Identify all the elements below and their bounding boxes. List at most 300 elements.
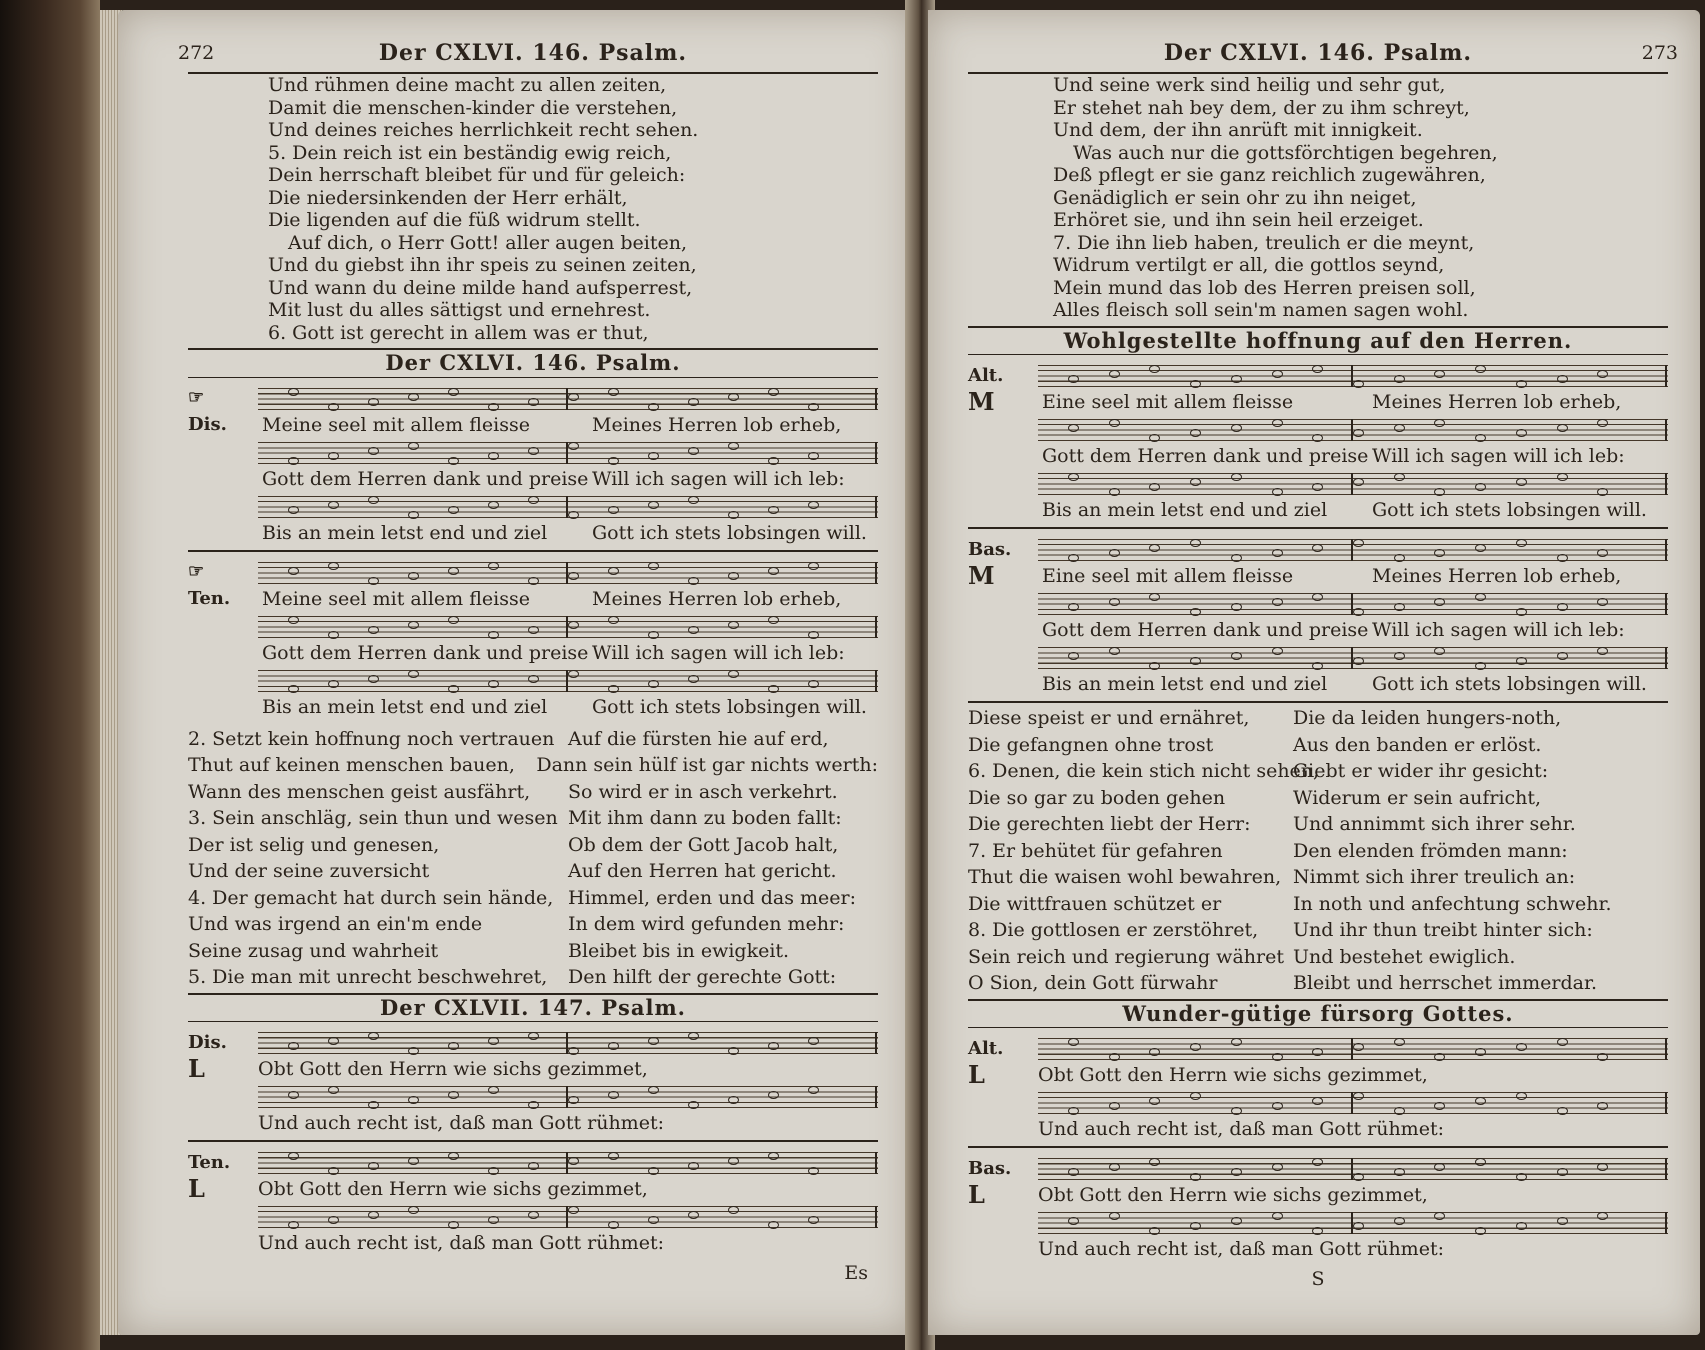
barline — [1351, 1212, 1353, 1234]
text-line: Und dem, der ihn anrüft mit innigkeit. — [1053, 119, 1423, 141]
note-head — [728, 442, 739, 450]
text-line: Mit lust du alles sättigst und ernehrest. — [268, 299, 651, 321]
verse-text: Die gerechten liebt der Herr: — [968, 813, 1251, 835]
text-line: Die ligenden auf die füß widrum stellt. — [268, 209, 641, 231]
note-head — [288, 388, 299, 396]
note-head — [688, 1032, 699, 1040]
barline — [1665, 1092, 1667, 1114]
note-head — [488, 452, 499, 460]
note-head — [1353, 539, 1364, 547]
verse-text: Den hilft der gerechte Gott: — [568, 966, 837, 988]
note-head — [1597, 1053, 1608, 1061]
lyric-text: Gott ich stets lobsingen will. — [592, 695, 867, 718]
note-head — [528, 626, 539, 634]
note-head — [408, 511, 419, 519]
note-head — [1516, 1092, 1527, 1100]
verse-text: Sein reich und regierung währet — [968, 945, 1284, 968]
lyric-text: Bis an mein letst end und ziel — [1042, 673, 1328, 695]
voice-label: Dis. — [188, 413, 227, 435]
note-head — [488, 1167, 499, 1175]
music-staff — [1038, 1212, 1668, 1234]
note-head — [568, 1096, 579, 1104]
note-head — [1312, 365, 1323, 373]
verse-text: Wann des menschen geist ausfährt, — [188, 780, 531, 803]
note-head — [808, 403, 819, 411]
verse-text: In noth und anfechtung schwehr. — [1293, 892, 1612, 915]
staff-row — [968, 643, 1668, 673]
voice-part-bas — [968, 535, 1668, 697]
note-head — [1434, 1053, 1445, 1061]
barline — [1665, 1212, 1667, 1234]
note-head — [808, 631, 819, 639]
staff-row — [188, 492, 878, 522]
note-head — [1231, 424, 1242, 432]
note-head — [688, 577, 699, 585]
note-head — [1597, 1102, 1608, 1110]
note-head — [288, 1221, 299, 1229]
note-head — [448, 388, 459, 396]
note-head — [1516, 608, 1527, 616]
note-head — [408, 1096, 419, 1104]
lyric-text: Meines Herren lob erheb, — [592, 587, 842, 610]
lyric-row — [968, 1118, 1668, 1142]
note-head — [1149, 434, 1160, 442]
note-head — [448, 1221, 459, 1229]
barline — [1351, 1038, 1353, 1060]
note-head — [568, 670, 579, 678]
note-head — [528, 1211, 539, 1219]
initial-letter: L — [968, 1180, 985, 1209]
running-head — [968, 40, 1678, 74]
lyric-text: Will ich sagen will ich leb: — [1372, 445, 1625, 467]
note-head — [1149, 1227, 1160, 1235]
barline — [566, 616, 568, 638]
barline — [1665, 419, 1667, 441]
verse-text: Auf die fürsten hie auf erd, — [568, 727, 829, 750]
note-head — [1272, 1163, 1283, 1171]
lyric-row — [968, 387, 1668, 416]
lyric-row — [188, 696, 878, 720]
note-head — [688, 1162, 699, 1170]
note-head — [528, 577, 539, 585]
music-staff — [1038, 647, 1668, 669]
note-head — [448, 616, 459, 624]
note-head — [728, 511, 739, 519]
note-head — [1353, 657, 1364, 665]
note-head — [728, 572, 739, 580]
note-head — [528, 398, 539, 406]
note-head — [1109, 549, 1120, 557]
verse-text: 4. Der gemacht hat durch sein hände, — [188, 886, 554, 909]
text-line: Widrum vertilgt er all, die gottlos seynd, — [1053, 254, 1445, 276]
note-head — [1597, 370, 1608, 378]
note-head — [1475, 1158, 1486, 1166]
voice-label: Bas. — [968, 538, 1012, 560]
lyric-text: Meines Herren lob erheb, — [1372, 565, 1622, 587]
verse-text: Giebt er wider ihr gesicht: — [1293, 760, 1549, 782]
note-head — [608, 616, 619, 624]
section-heading: Der CXLVI. 146. Psalm. — [188, 348, 878, 378]
note-head — [1557, 1168, 1568, 1176]
lyric-row — [968, 1060, 1668, 1089]
note-head — [408, 621, 419, 629]
note-head — [1353, 380, 1364, 388]
note-head — [728, 1096, 739, 1104]
verse-text: 5. Die man mit unrecht beschwehret, — [188, 966, 548, 988]
note-head — [1149, 662, 1160, 670]
note-head — [1475, 1048, 1486, 1056]
section-heading: Wohlgestellte hoffnung auf den Herren. — [968, 326, 1668, 356]
verse-text: 3. Sein anschläg, sein thun und wesen — [188, 807, 558, 829]
barline — [566, 1032, 568, 1054]
note-head — [1068, 473, 1079, 481]
note-head — [1434, 419, 1445, 427]
lyric-text: Will ich sagen will ich leb: — [1372, 619, 1625, 641]
note-head — [1312, 1097, 1323, 1105]
lyric-text: Gott dem Herren dank und preise — [262, 641, 589, 664]
note-head — [1068, 1217, 1079, 1225]
lyric-text: Gott dem Herren dank und preise — [1042, 445, 1369, 467]
lyric-text: Gott ich stets lobsingen will. — [1372, 499, 1647, 521]
note-head — [688, 626, 699, 634]
note-head — [1231, 1217, 1242, 1225]
note-head — [528, 1162, 539, 1170]
note-head — [1516, 429, 1527, 437]
note-head — [768, 388, 779, 396]
lyric-row — [188, 1232, 878, 1256]
verse-row — [188, 913, 878, 936]
verse-text: So wird er in asch verkehrt. — [568, 780, 838, 803]
verse-text: Die gefangnen ohne trost — [968, 733, 1214, 756]
verse-row — [968, 946, 1668, 969]
lyric-text: Und auch recht ist, daß man Gott rühmet: — [258, 1232, 664, 1254]
barline — [875, 1152, 877, 1174]
verse-row — [968, 787, 1668, 810]
note-head — [768, 685, 779, 693]
note-head — [1557, 652, 1568, 660]
voice-part-dis — [188, 384, 878, 546]
barline — [1351, 593, 1353, 615]
note-head — [568, 1157, 579, 1165]
music-staff — [1038, 365, 1668, 387]
note-head — [1068, 1107, 1079, 1115]
note-head — [608, 1221, 619, 1229]
note-head — [1597, 647, 1608, 655]
note-head — [1353, 608, 1364, 616]
note-head — [1394, 1217, 1405, 1225]
note-head — [1190, 539, 1201, 547]
note-head — [408, 1206, 419, 1214]
text-line: 6. Gott ist gerecht in allem was er thut, — [268, 321, 649, 344]
note-head — [1312, 1227, 1323, 1235]
verse-text: Bleibet bis in ewigkeit. — [568, 939, 790, 962]
initial-letter: M — [968, 387, 995, 416]
music-staff — [1038, 593, 1668, 615]
note-head — [408, 393, 419, 401]
note-head — [1231, 1038, 1242, 1046]
verse-row — [968, 707, 1668, 730]
note-head — [1475, 483, 1486, 491]
verse-row — [188, 887, 878, 910]
note-head — [568, 442, 579, 450]
lyric-text: Obt Gott den Herrn wie sichs gezimmet, — [1038, 1064, 1428, 1086]
note-head — [1272, 370, 1283, 378]
note-head — [1394, 1107, 1405, 1115]
page-number: 272 — [178, 42, 215, 64]
verse-row — [188, 754, 878, 777]
note-head — [1597, 1163, 1608, 1171]
verse-text: Und annimmt sich ihrer sehr. — [1293, 813, 1576, 835]
music-staff — [258, 1206, 878, 1228]
note-head — [1149, 1158, 1160, 1166]
note-head — [448, 567, 459, 575]
music-staff — [258, 616, 878, 638]
note-head — [328, 1086, 339, 1094]
note-head — [1272, 647, 1283, 655]
note-head — [688, 398, 699, 406]
staff-row — [188, 1148, 878, 1178]
note-head — [328, 501, 339, 509]
barline — [1351, 419, 1353, 441]
note-head — [1312, 662, 1323, 670]
signature-mark: S — [1311, 1268, 1325, 1290]
text-line: Und du giebst ihn ihr speis zu seinen zeiten, — [268, 254, 697, 276]
note-head — [728, 1047, 739, 1055]
music-staff — [1038, 539, 1668, 561]
running-head-title: Der CXLVI. 146. Psalm. — [378, 40, 688, 66]
barline — [1665, 1038, 1667, 1060]
page-number: 273 — [1641, 42, 1678, 64]
verse-text: Bleibt und herrschet immerdar. — [1293, 972, 1598, 994]
music-staff — [258, 1086, 878, 1108]
note-head — [728, 393, 739, 401]
note-head — [488, 1086, 499, 1094]
text-line: Dein herrschaft bleibet für und für geleich: — [268, 164, 686, 186]
note-head — [1231, 1107, 1242, 1115]
barline — [1351, 1092, 1353, 1114]
note-head — [408, 1157, 419, 1165]
note-head — [728, 670, 739, 678]
note-head — [688, 447, 699, 455]
note-head — [1109, 647, 1120, 655]
verse-row — [968, 840, 1668, 863]
note-head — [368, 1211, 379, 1219]
music-staff — [258, 496, 878, 518]
note-head — [1190, 1092, 1201, 1100]
barline — [566, 1152, 568, 1174]
note-head — [488, 403, 499, 411]
verse-block — [968, 707, 1668, 995]
note-head — [288, 1042, 299, 1050]
note-head — [608, 1042, 619, 1050]
note-head — [1557, 473, 1568, 481]
note-head — [1353, 429, 1364, 437]
barline — [875, 616, 877, 638]
running-head — [178, 40, 878, 74]
lyric-text: Meines Herren lob erheb, — [592, 413, 842, 436]
intro-verse-block — [188, 74, 878, 344]
note-head — [728, 621, 739, 629]
note-head — [1394, 554, 1405, 562]
note-head — [1149, 544, 1160, 552]
lyric-text: Obt Gott den Herrn wie sichs gezimmet, — [258, 1058, 648, 1080]
note-head — [1272, 1212, 1283, 1220]
note-head — [1109, 1163, 1120, 1171]
barline — [875, 1032, 877, 1054]
verse-row — [188, 728, 878, 751]
lyric-row — [188, 588, 878, 612]
staff-row — [188, 666, 878, 696]
voice-label: Dis. — [188, 1031, 227, 1053]
lyric-text: Obt Gott den Herrn wie sichs gezimmet, — [258, 1178, 648, 1200]
staff-row — [188, 558, 878, 588]
note-head — [1394, 652, 1405, 660]
note-head — [768, 1152, 779, 1160]
initial-letter: L — [968, 1060, 985, 1089]
note-head — [1434, 549, 1445, 557]
note-head — [1272, 549, 1283, 557]
note-head — [488, 631, 499, 639]
verse-text: 7. Er behütet für gefahren — [968, 839, 1223, 862]
note-head — [728, 1206, 739, 1214]
note-head — [1190, 608, 1201, 616]
voice-part-alt — [968, 1034, 1668, 1142]
note-head — [1109, 488, 1120, 496]
note-head — [808, 452, 819, 460]
section-heading: Der CXLVII. 147. Psalm. — [188, 993, 878, 1023]
note-head — [528, 675, 539, 683]
note-head — [808, 501, 819, 509]
lyric-row — [188, 1174, 878, 1203]
note-head — [1231, 473, 1242, 481]
note-head — [1557, 375, 1568, 383]
note-head — [1272, 598, 1283, 606]
verse-text: 8. Die gottlosen er zerstöhret, — [968, 919, 1259, 941]
note-head — [448, 685, 459, 693]
note-head — [568, 572, 579, 580]
staff-row — [188, 1082, 878, 1112]
verse-block — [188, 728, 878, 989]
note-head — [1597, 549, 1608, 557]
staff-row — [968, 1154, 1668, 1184]
note-head — [1312, 483, 1323, 491]
note-head — [608, 567, 619, 575]
note-head — [448, 457, 459, 465]
verse-row — [188, 781, 878, 804]
verse-text: Und der seine zuversicht — [188, 860, 430, 882]
voice-label: Alt. — [968, 364, 1004, 386]
lyric-row — [188, 642, 878, 666]
staff-row — [968, 589, 1668, 619]
note-head — [1434, 1212, 1445, 1220]
music-staff — [258, 388, 878, 410]
note-head — [1272, 419, 1283, 427]
note-head — [1353, 1092, 1364, 1100]
barline — [566, 1086, 568, 1108]
note-head — [568, 621, 579, 629]
note-head — [648, 1086, 659, 1094]
lyric-text: Meine seel mit allem fleisse — [262, 587, 530, 610]
lyric-text: Und auch recht ist, daß man Gott rühmet: — [1038, 1238, 1444, 1260]
note-head — [568, 1206, 579, 1214]
note-head — [1394, 473, 1405, 481]
text-line: Und wann du deine milde hand aufsperrest, — [268, 276, 693, 299]
barline — [1351, 539, 1353, 561]
note-head — [768, 1091, 779, 1099]
note-head — [1394, 1168, 1405, 1176]
note-head — [1557, 1217, 1568, 1225]
note-head — [368, 398, 379, 406]
text-line: Und rühmen deine macht zu allen zeiten, — [268, 74, 667, 96]
verse-row — [968, 813, 1668, 836]
barline — [875, 388, 877, 410]
note-head — [288, 685, 299, 693]
verse-text: Nimmt sich ihrer treulich an: — [1293, 866, 1576, 888]
note-head — [1475, 544, 1486, 552]
note-head — [1272, 488, 1283, 496]
verse-row — [188, 940, 878, 963]
note-head — [488, 562, 499, 570]
note-head — [1557, 1107, 1568, 1115]
note-head — [1109, 419, 1120, 427]
note-head — [1231, 375, 1242, 383]
book-spine-edge — [0, 0, 100, 1350]
note-head — [448, 506, 459, 514]
verse-text: Mit ihm dann zu boden fallt: — [568, 807, 842, 829]
barline — [566, 1206, 568, 1228]
initial-letter: L — [188, 1054, 205, 1083]
text-line: Genädiglich er sein ohr zu ihn neiget, — [1053, 186, 1417, 209]
barline — [566, 670, 568, 692]
note-head — [1312, 593, 1323, 601]
music-staff — [1038, 1092, 1668, 1114]
music-staff — [1038, 1038, 1668, 1060]
note-head — [328, 1216, 339, 1224]
verse-text: O Sion, dein Gott fürwahr — [968, 972, 1218, 994]
note-head — [1557, 424, 1568, 432]
lyric-row — [968, 499, 1668, 523]
text-line: Was auch nur die gottsförchtigen begehren, — [1073, 141, 1498, 164]
note-head — [1149, 1048, 1160, 1056]
staff-row — [968, 1208, 1668, 1238]
barline — [1665, 647, 1667, 669]
barline — [1351, 365, 1353, 387]
lyric-row — [968, 1238, 1668, 1262]
staff-row — [968, 1034, 1668, 1064]
note-head — [688, 1101, 699, 1109]
note-head — [768, 567, 779, 575]
note-head — [1394, 424, 1405, 432]
verse-row — [968, 919, 1668, 942]
lyric-row — [968, 1180, 1668, 1209]
barline — [1665, 539, 1667, 561]
text-line: Erhöret sie, und ihn sein heil erzeiget. — [1053, 209, 1424, 231]
note-head — [568, 393, 579, 401]
note-head — [1434, 647, 1445, 655]
note-head — [528, 1032, 539, 1040]
verse-text: Und ihr thun treibt hinter sich: — [1293, 919, 1593, 941]
music-staff — [1038, 473, 1668, 495]
note-head — [1434, 1163, 1445, 1171]
note-head — [408, 1047, 419, 1055]
lyric-text: Gott dem Herren dank und preise — [262, 467, 589, 490]
text-line: Er stehet nah bey dem, der zu ihm schreyt, — [1053, 96, 1470, 119]
note-head — [1149, 1097, 1160, 1105]
note-head — [1434, 1102, 1445, 1110]
note-head — [648, 403, 659, 411]
note-head — [808, 1216, 819, 1224]
note-head — [1475, 365, 1486, 373]
